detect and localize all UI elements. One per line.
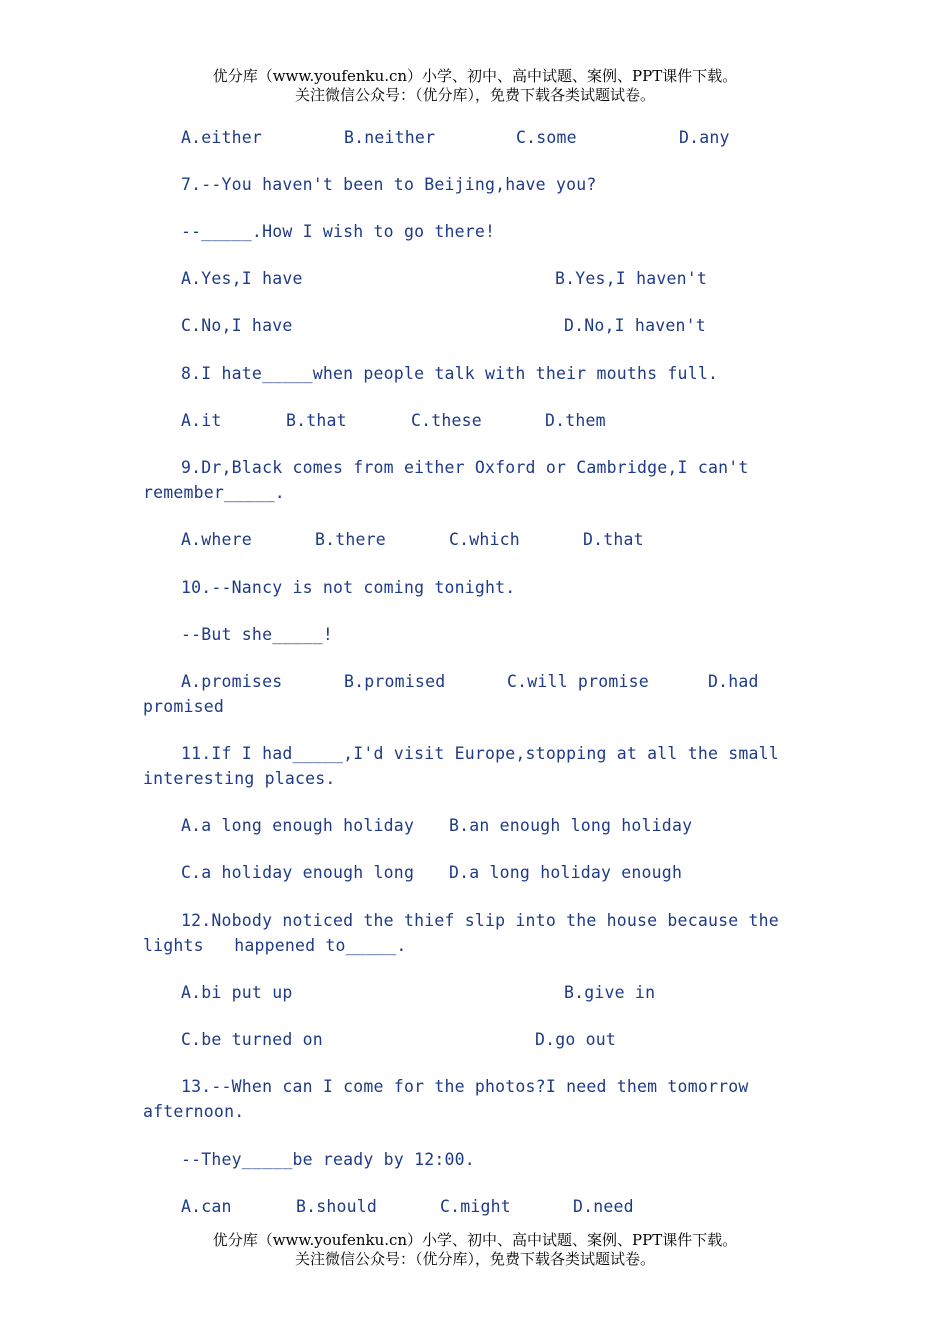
page-header <box>0 67 950 105</box>
q7-option-b: B.Yes,I haven't <box>555 269 708 288</box>
q9-option-d: D.that <box>583 530 644 549</box>
q6-option-a: A.either <box>181 128 263 147</box>
q6-option-c: C.some <box>516 128 577 147</box>
q12-option-a: A.bi put up <box>181 983 293 1002</box>
q10-reply: --But she_____! <box>181 625 334 644</box>
q12-stem-line-2: lights happened to_____. <box>143 936 407 955</box>
q13-option-d: D.need <box>573 1197 634 1216</box>
q13-reply: --They_____be ready by 12:00. <box>181 1150 475 1169</box>
q12-stem-line-1: 12.Nobody noticed the thief slip into the house because the <box>181 911 779 930</box>
page-footer <box>0 1231 950 1269</box>
q9-stem-line-1: 9.Dr,Black comes from either Oxford or Cambridge,I can't <box>181 458 749 477</box>
q12-option-b: B.give in <box>564 983 656 1002</box>
q7-option-c: C.No,I have <box>181 316 293 335</box>
q13-option-b: B.should <box>296 1197 378 1216</box>
q7-option-d: D.No,I haven't <box>564 316 706 335</box>
q10-stem: 10.--Nancy is not coming tonight. <box>181 578 516 597</box>
q8-option-a: A.it <box>181 411 222 430</box>
header-line-2: 关注微信公众号：（优分库），免费下载各类试题试卷。 <box>294 86 655 104</box>
header-line-1: 优分库（www.youfenku.cn）小学、初中、高中试题、案例、PPT课件下载。 <box>212 67 738 85</box>
q8-option-b: B.that <box>286 411 347 430</box>
q10-option-d: D.had <box>708 672 759 691</box>
q10-option-b: B.promised <box>344 672 446 691</box>
q11-option-d: D.a long holiday enough <box>449 863 683 882</box>
q6-option-d: D.any <box>679 128 730 147</box>
q8-option-d: D.them <box>545 411 606 430</box>
q6-option-b: B.neither <box>344 128 436 147</box>
q11-option-a: A.a long enough holiday <box>181 816 415 835</box>
q10-option-a: A.promises <box>181 672 283 691</box>
q12-option-d: D.go out <box>535 1030 617 1049</box>
footer-line-1: 优分库（www.youfenku.cn）小学、初中、高中试题、案例、PPT课件下载。 <box>212 1231 738 1249</box>
q9-option-b: B.there <box>315 530 386 549</box>
q13-option-a: A.can <box>181 1197 232 1216</box>
footer-line-2: 关注微信公众号：（优分库），免费下载各类试题试卷。 <box>294 1250 655 1268</box>
q7-reply: --_____.How I wish to go there! <box>181 222 496 241</box>
q11-option-b: B.an enough long holiday <box>449 816 693 835</box>
q7-stem: 7.--You haven't been to Beijing,have you? <box>181 175 597 194</box>
q8-stem: 8.I hate_____when people talk with their mouths full. <box>181 364 719 383</box>
q9-option-a: A.where <box>181 530 252 549</box>
q11-stem-line-1: 11.If I had_____,I'd visit Europe,stopping at all the small <box>181 744 779 763</box>
q11-stem-line-2: interesting places. <box>143 769 336 788</box>
q8-option-c: C.these <box>411 411 482 430</box>
q10-option-d-continued: promised <box>143 697 225 716</box>
q13-stem-line-1: 13.--When can I come for the photos?I need them tomorrow <box>181 1077 749 1096</box>
q10-option-c: C.will promise <box>507 672 649 691</box>
q13-option-c: C.might <box>440 1197 511 1216</box>
q11-option-c: C.a holiday enough long <box>181 863 415 882</box>
q9-stem-line-2: remember_____. <box>143 483 285 502</box>
q7-option-a: A.Yes,I have <box>181 269 303 288</box>
q13-stem-line-2: afternoon. <box>143 1102 245 1121</box>
q9-option-c: C.which <box>449 530 520 549</box>
q12-option-c: C.be turned on <box>181 1030 323 1049</box>
